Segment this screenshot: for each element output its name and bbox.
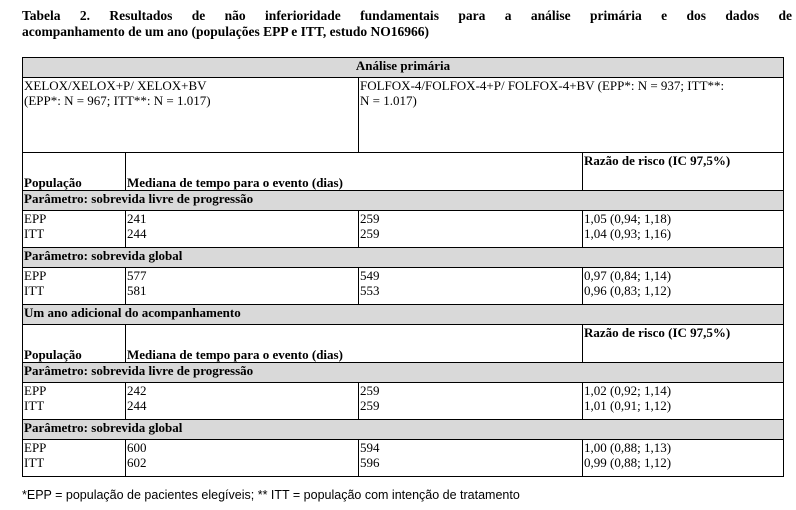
median-value: 577: [127, 268, 147, 283]
population-cell: [23, 268, 126, 305]
hazard-ratio-cell: [583, 440, 784, 477]
hazard-ratio-cell: [583, 268, 784, 305]
data-row: [23, 383, 784, 420]
median-value: 242: [127, 383, 147, 398]
column-header-row: [23, 325, 784, 363]
population-cell: [23, 211, 126, 248]
section-header-row: [23, 58, 784, 78]
parameter-row: [23, 191, 784, 211]
folfox-median-cell: [359, 440, 583, 477]
hazard-value: 0,99 (0,88; 1,12): [584, 455, 672, 470]
median-value: 594: [360, 440, 380, 455]
population-value: ITT: [24, 398, 45, 413]
group-xelox: [23, 78, 359, 153]
population-value: EPP: [24, 440, 47, 455]
column-header-row: [23, 153, 784, 191]
median-value: 549: [360, 268, 380, 283]
col-header-hazard: Razão de risco (IC 97,5%): [583, 325, 784, 363]
hazard-value: 1,04 (0,93; 1,16): [584, 226, 672, 241]
caption-line-2: acompanhamento de um ano (populações EPP e ITT, estudo NO16966): [22, 24, 430, 39]
folfox-median-cell: [359, 383, 583, 420]
median-value: 553: [360, 283, 380, 298]
median-value: 602: [127, 455, 147, 470]
data-row: [23, 211, 784, 248]
parameter-label: Parâmetro: sobrevida global: [23, 420, 784, 440]
data-row: [23, 268, 784, 305]
hazard-value: 1,01 (0,91; 1,12): [584, 398, 672, 413]
population-value: EPP: [24, 268, 47, 283]
group-folfox-line2: N = 1.017): [360, 93, 417, 108]
table-caption: [22, 8, 792, 40]
median-value: 244: [127, 226, 147, 241]
footnote: *EPP = população de pacientes elegíveis; ** ITT = população com intenção de tratamento: [22, 488, 520, 502]
population-cell: [23, 440, 126, 477]
median-value: 581: [127, 283, 147, 298]
col-header-population: População: [23, 325, 126, 363]
xelox-median-cell: [126, 211, 359, 248]
hazard-value: 1,02 (0,92; 1,14): [584, 383, 672, 398]
xelox-median-cell: [126, 383, 359, 420]
group-xelox-line1: XELOX/XELOX+P/ XELOX+BV: [24, 78, 207, 93]
group-folfox-line1: FOLFOX-4/FOLFOX-4+P/ FOLFOX-4+BV (EPP*: N = 937; ITT**:: [360, 78, 725, 93]
parameter-label: Parâmetro: sobrevida livre de progressão: [23, 191, 784, 211]
hazard-ratio-cell: [583, 383, 784, 420]
col-header-hazard: Razão de risco (IC 97,5%): [583, 153, 784, 191]
folfox-median-cell: [359, 211, 583, 248]
population-value: ITT: [24, 226, 45, 241]
hazard-value: 0,97 (0,84; 1,14): [584, 268, 672, 283]
median-value: 259: [360, 383, 380, 398]
parameter-row: [23, 363, 784, 383]
population-value: ITT: [24, 455, 45, 470]
hazard-value: 0,96 (0,83; 1,12): [584, 283, 672, 298]
data-row: [23, 440, 784, 477]
hazard-value: 1,00 (0,88; 1,13): [584, 440, 672, 455]
parameter-label: Parâmetro: sobrevida livre de progressão: [23, 363, 784, 383]
col-header-median: Mediana de tempo para o evento (dias): [126, 153, 583, 191]
median-value: 241: [127, 211, 147, 226]
group-xelox-line2: (EPP*: N = 967; ITT**: N = 1.017): [24, 93, 211, 108]
parameter-label: Parâmetro: sobrevida global: [23, 248, 784, 268]
section-header-followup: Um ano adicional do acompanhamento: [23, 305, 784, 325]
median-value: 259: [360, 398, 380, 413]
col-header-population: População: [23, 153, 126, 191]
median-value: 259: [360, 226, 380, 241]
population-value: EPP: [24, 383, 47, 398]
folfox-median-cell: [359, 268, 583, 305]
hazard-ratio-cell: [583, 211, 784, 248]
median-value: 259: [360, 211, 380, 226]
population-cell: [23, 383, 126, 420]
col-header-median: Mediana de tempo para o evento (dias): [126, 325, 583, 363]
parameter-row: [23, 420, 784, 440]
median-value: 596: [360, 455, 380, 470]
population-value: ITT: [24, 283, 45, 298]
caption-line-1: Tabela 2. Resultados de não inferioridade fundamentais para a análise primária e dos dados de: [22, 8, 792, 23]
hazard-value: 1,05 (0,94; 1,18): [584, 211, 672, 226]
median-value: 600: [127, 440, 147, 455]
population-value: EPP: [24, 211, 47, 226]
group-folfox: [359, 78, 784, 153]
parameter-row: [23, 248, 784, 268]
xelox-median-cell: [126, 440, 359, 477]
group-header-row: [23, 78, 784, 153]
section-header-primary: Análise primária: [23, 58, 784, 78]
results-table: [22, 57, 784, 477]
section-header-row: [23, 305, 784, 325]
xelox-median-cell: [126, 268, 359, 305]
median-value: 244: [127, 398, 147, 413]
